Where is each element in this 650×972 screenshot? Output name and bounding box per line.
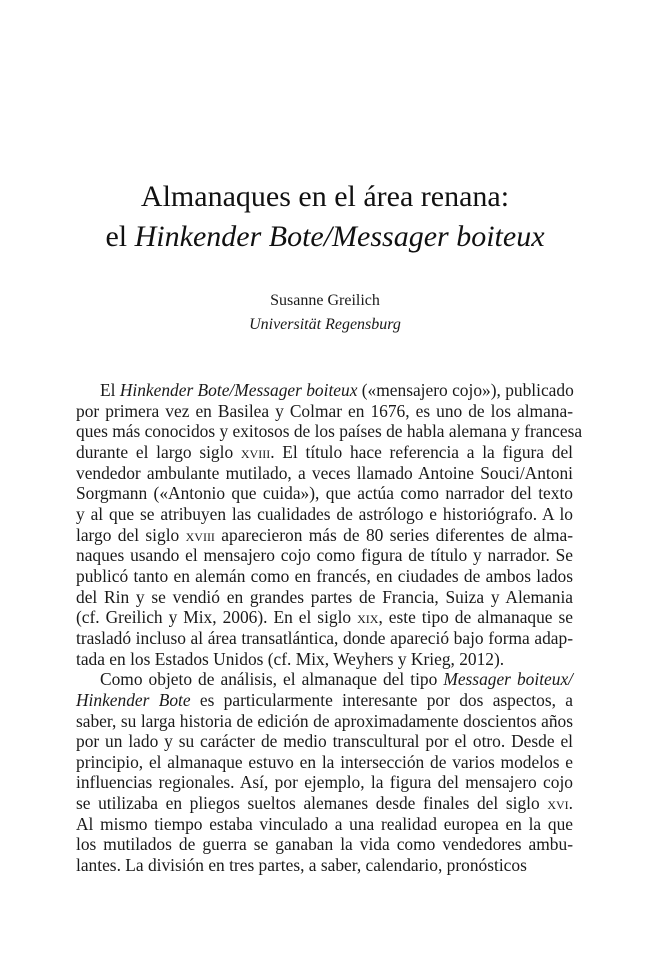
text-run: tada en los Estados Unidos (cf. Mix, Weyhers y Krieg, 2012).: [76, 648, 505, 669]
text-run: («mensajero cojo»), publicado: [357, 380, 574, 400]
text-line: [76, 711, 573, 732]
text-line: [76, 690, 573, 711]
text-run: principio, el almanaque estuvo en la intersección de varios modelos e: [76, 751, 573, 772]
text-line: [76, 566, 573, 587]
text-line: [76, 772, 573, 793]
text-run: del Rin y se vendió en grandes partes de Francia, Suiza y Alemania: [76, 586, 573, 607]
text-run: durante el largo siglo: [76, 441, 241, 462]
text-run: (cf. Greilich y Mix, 2006). En el siglo: [76, 607, 358, 628]
author-name: Susanne Greilich: [270, 292, 380, 309]
small-caps-run: xix: [357, 607, 379, 628]
text-line: [76, 587, 573, 608]
text-line: [76, 421, 583, 442]
text-run: , este tipo de almanaque se: [378, 607, 573, 628]
text-line: [76, 628, 573, 649]
text-run: por primera vez en Basilea y Colmar en 1676, es uno de los almana-: [76, 400, 573, 421]
author-block: [0, 289, 650, 337]
text-line: [76, 483, 573, 504]
text-run: influencias regionales. Así, por ejemplo, la figura del mensajero cojo: [76, 772, 573, 793]
text-line: [76, 545, 573, 566]
text-run: .: [568, 793, 573, 814]
text-run: lantes. La división en tres partes, a saber, calendario, pronósticos: [76, 855, 527, 876]
text-line: [76, 814, 573, 835]
text-line: [76, 649, 573, 670]
text-line: [76, 504, 573, 525]
italic-run: Hinkender Bote: [76, 689, 191, 710]
paragraph-1: [76, 380, 583, 669]
text-run: largo del siglo: [76, 524, 186, 545]
text-run: se utilizaba en pliegos sueltos alemanes desde finales del siglo: [76, 793, 548, 814]
text-run: aparecieron más de 80 series diferentes de alma-: [214, 524, 573, 545]
article-title: [0, 177, 650, 257]
text-run: Al mismo tiempo estaba vinculado a una realidad europea en la que: [76, 813, 573, 834]
text-line: [76, 442, 573, 463]
text-run: Como objeto de análisis, el almanaque del tipo: [100, 669, 444, 690]
title-line-2-italic: Hinkender Bote/Messager boiteux: [134, 220, 545, 253]
text-line: [76, 793, 573, 814]
text-run: los mutilados de guerra se ganaban la vida como vendedores ambu-: [76, 834, 573, 855]
text-line: [76, 834, 573, 855]
text-line: [76, 855, 573, 876]
text-run: saber, su larga historia de edición de aproximadamente doscientos años: [76, 710, 573, 731]
text-run: publicó tanto en alemán como en francés, en ciudades de ambos lados: [76, 565, 573, 586]
title-line-2: [0, 217, 650, 257]
text-line: [76, 380, 573, 401]
italic-run: Hinkender Bote/Messager boiteux: [119, 380, 358, 400]
text-line: [76, 607, 573, 628]
text-run: trasladó incluso al área transatlántica, donde apareció bajo forma adap-: [76, 627, 573, 648]
text-line: [76, 463, 573, 484]
small-caps-run: xviii: [240, 441, 271, 462]
text-run: y al que se atribuyen las cualidades de astrólogo e historiógrafo. A lo: [76, 503, 573, 524]
text-line: [76, 525, 573, 546]
small-caps-run: xvi: [547, 793, 569, 814]
paragraph-2: [76, 669, 573, 876]
small-caps-run: xviii: [185, 524, 215, 545]
text-run: El: [100, 380, 120, 400]
text-line: [76, 731, 573, 752]
text-line: [76, 401, 573, 422]
text-run: es particularmente interesante por dos aspectos, a: [190, 689, 573, 710]
text-run: ques más conocidos y exitosos de los países de habla alemana y francesa: [76, 421, 583, 442]
text-run: por un lado y su carácter de medio transcultural por el otro. Desde el: [76, 731, 573, 752]
text-line: [76, 752, 573, 773]
text-run: Sorgmann («Antonio que cuida»), que actúa como narrador del texto: [76, 483, 573, 504]
author-affiliation: Universität Regensburg: [249, 316, 401, 333]
title-line-2-prefix: el: [105, 220, 135, 253]
text-run: naques usando el mensajero cojo como figura de título y narrador. Se: [76, 545, 573, 566]
title-line-1: Almanaques en el área renana:: [140, 180, 510, 213]
text-run: . El título hace referencia a la figura del: [270, 441, 574, 462]
text-line: [76, 669, 573, 690]
body-text: [76, 380, 583, 876]
text-run: vendedor ambulante mutilado, a veces llamado Antoine Souci/Antoni: [76, 462, 573, 483]
italic-run: Messager boiteux/: [443, 669, 573, 690]
